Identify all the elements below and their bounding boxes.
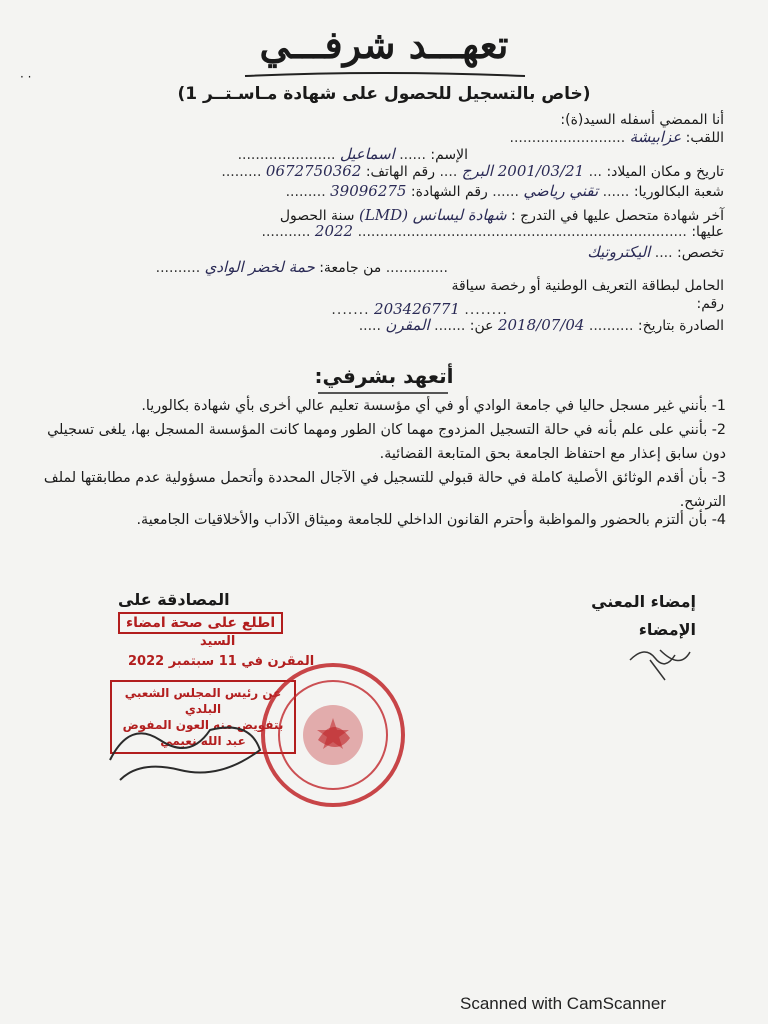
from-label: عن:: [469, 318, 494, 334]
birth-label: تاريخ و مكان الميلاد:: [606, 164, 724, 180]
year-label: سنة الحصول: [279, 208, 355, 224]
degree-value: شهادة ليسانس (LMD): [358, 206, 507, 224]
person-signature-label: إمضاء المعني: [591, 592, 696, 611]
pledge-item-2: 2- بأنني على علم بأنه في حالة التسجيل المزدوج مهما كان الطور ومهما كانت المؤسسة المسجل بها، يلغى تسجيلي دون سابق إعذار مع احتفاظ الجامعة بحق المتابعة القضائية.: [47, 422, 726, 462]
phone-label: رقم الهاتف:: [365, 164, 436, 180]
stamp-rect-line-1: عن رئيس المجلس الشعبي البلدي: [124, 686, 282, 716]
certification-label: المصادقة على: [118, 590, 230, 609]
title-underline: [240, 70, 530, 80]
issued-label: الصادرة بتاريخ:: [637, 318, 724, 334]
pledge-item-3: 3- بأن أقدم الوثائق الأصلية كاملة في حالة قبولي للتسجيل في الآجال المحددة وأتحمل مسؤولية عدم مطابقتها لملف الترشح.: [43, 470, 726, 510]
document-title: تعهـــد شرفـــي: [259, 22, 509, 67]
surname-dots: ..........................: [509, 130, 626, 146]
handwritten-signature: [620, 640, 700, 690]
year-value: 2022: [314, 222, 354, 240]
official-signature-scribble: [90, 700, 290, 790]
pledge-heading: أتعهد بشرفي:: [314, 364, 454, 388]
surname-row: [510, 128, 725, 146]
name-label: الإسم:: [430, 147, 468, 163]
number-value: 203426771: [374, 300, 460, 318]
issued-value: 2018/07/04: [497, 316, 585, 334]
issued-row: الصادرة بتاريخ: .......... 2018/07/04 عن: ....... المقرن .....: [358, 316, 724, 334]
signature-label: الإمضاء: [638, 620, 696, 639]
intro-text: أنا الممضي أسفله السيد(ة):: [560, 112, 724, 128]
stamp-verify-line: اطلع على صحة امضاء: [118, 612, 283, 634]
university-value: حمة لخضر الوادي: [204, 258, 315, 276]
surname-value: عزابيشة: [629, 128, 682, 146]
camscanner-footer: Scanned with CamScanner: [460, 994, 667, 1013]
id-row: الحامل لبطاقة التعريف الوطنية أو رخصة سياقة: [451, 278, 724, 294]
degree-label: آخر شهادة متحصل عليها في التدرج :: [510, 208, 724, 224]
document-subtitle: (خاص بالتسجيل للحصول على شهادة مـاسـتــر 1): [177, 84, 591, 104]
name-value: اسماعيل: [339, 145, 395, 163]
stamp-rect-line-3: عبد الله نعيمي: [160, 734, 246, 748]
name-row: الإسم: ...... اسماعيل ......................: [237, 145, 468, 163]
bac-label: شعبة البكالوريا:: [633, 184, 724, 200]
stamp-date-line: المقرن في 11 سبتمبر 2022: [128, 654, 315, 669]
bac-num-label: رقم الشهادة:: [410, 184, 488, 200]
speciality-value: اليكتروتيك: [587, 243, 651, 261]
year-full-label: عليها:: [691, 224, 724, 240]
university-label: من جامعة:: [319, 260, 382, 276]
from-value: المقرن: [385, 316, 430, 334]
scan-artifact-dots: · ·: [20, 70, 32, 84]
bac-row: شعبة البكالوريا: ...... تقني رياضي ...... رقم الشهادة: 39096275 .........: [285, 182, 724, 200]
pledge-item-1: 1- بأنني غير مسجل حاليا في جامعة الوادي أو في أي مؤسسة تعليم عالي أخرى بأي شهادة بكالوريا.: [141, 398, 726, 414]
speciality-row: تخصص: .... اليكتروتيك: [587, 243, 724, 261]
birth-row: تاريخ و مكان الميلاد: ... 2001/03/21 البرج .... رقم الهاتف: 0672750362 .........: [221, 162, 724, 180]
birth-value: 2001/03/21 البرج: [461, 162, 585, 180]
year-row: عليها: .......................................................................... 2022 ...........: [261, 222, 724, 240]
bac-value: تقني رياضي: [523, 182, 599, 200]
number-label: رقم:: [696, 296, 724, 312]
pledge-item-4: 4- بأن ألتزم بالحضور والمواظبة وأحترم القانون الداخلي للجامعة وميثاق الآداب والأخلاقيات الجامعية.: [136, 512, 726, 528]
bac-num-value: 39096275: [330, 182, 407, 200]
university-row: .............. من جامعة: حمة لخضر الوادي ..........: [155, 258, 448, 276]
speciality-label: تخصص:: [677, 245, 724, 261]
stamp-sir-line: السيد: [200, 634, 236, 649]
surname-label: اللقب:: [685, 130, 724, 146]
number-value-row: ........ 203426771 .......: [331, 300, 508, 318]
stamp-rect-line-2: بتفويض منه العون المفوض: [122, 718, 284, 732]
phone-value: 0672750362: [265, 162, 362, 180]
